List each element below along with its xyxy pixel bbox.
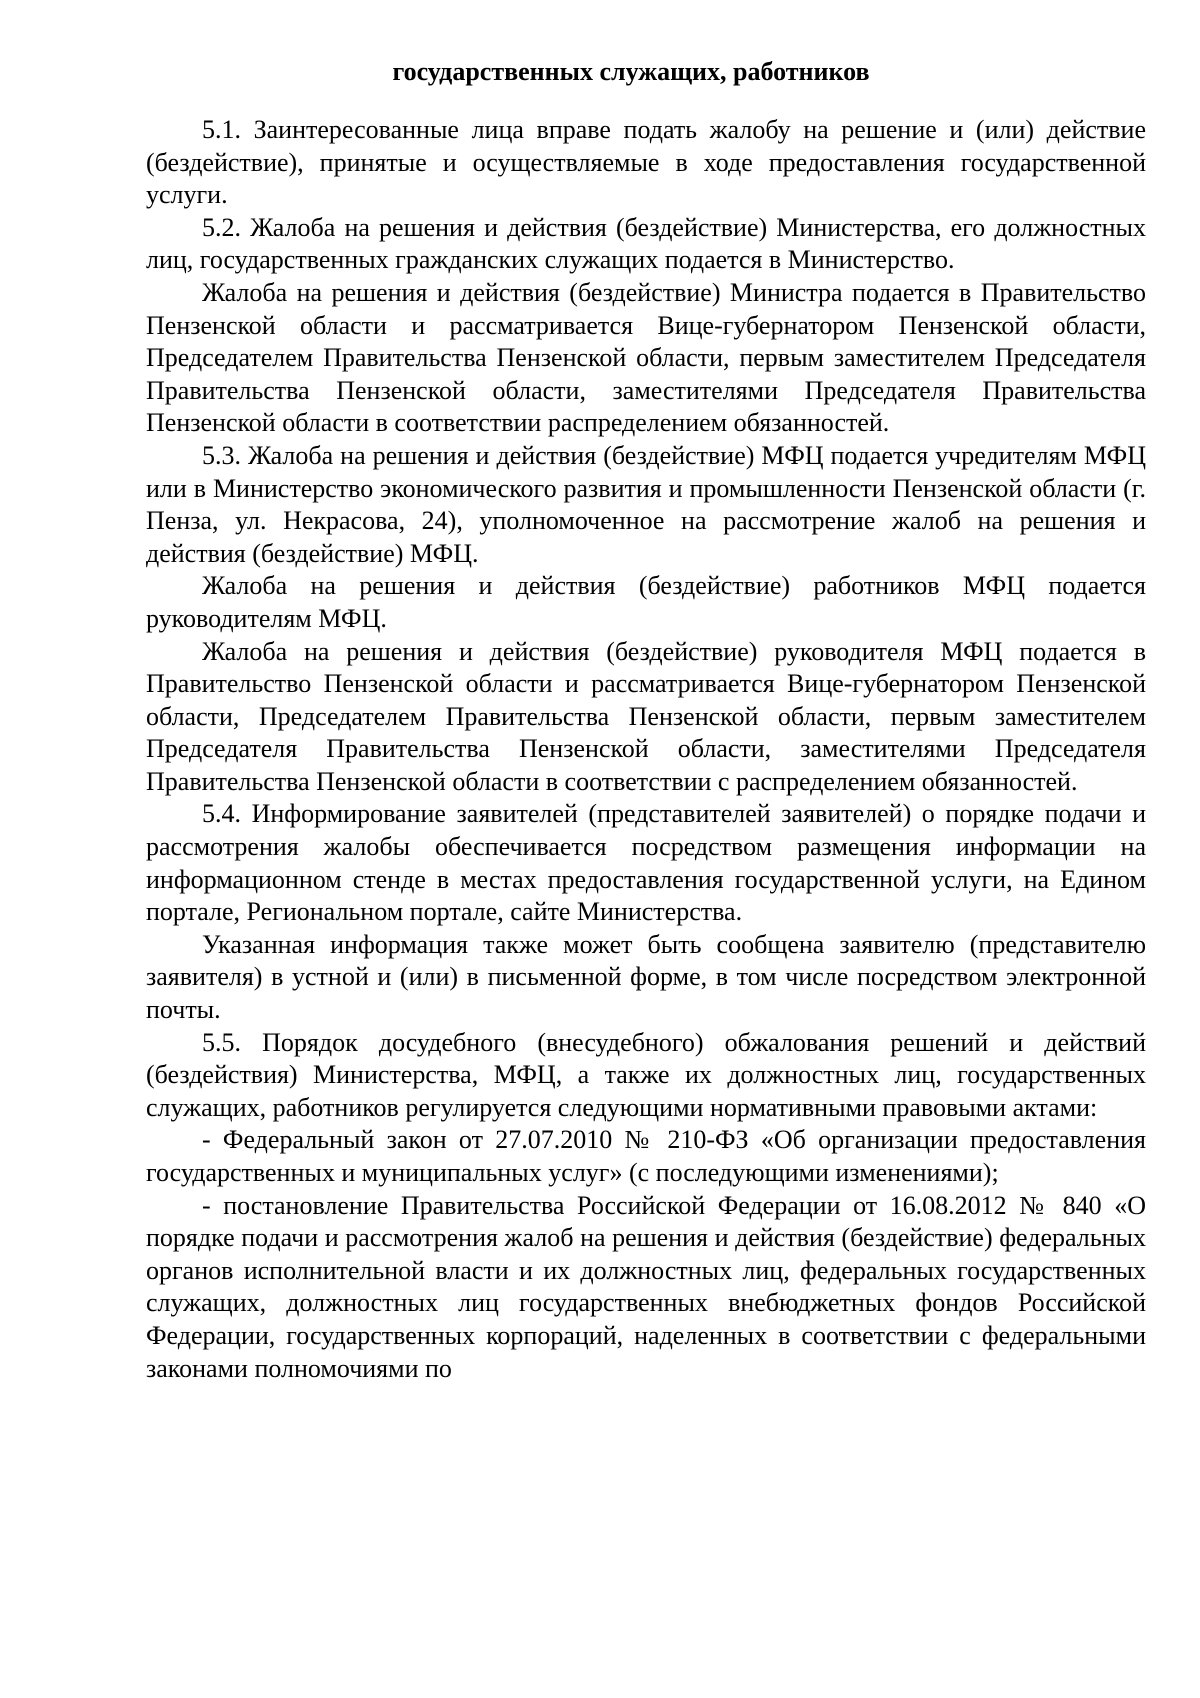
section-heading: государственных служащих, работников (392, 57, 870, 86)
paragraph-5-5: 5.5. Порядок досудебного (внесудебного) обжалования решений и действий (бездействия) Министерства, МФЦ, а также их должностных лиц, государственных служащих, работников регулируется следующими нормативными правовыми актами: (146, 1027, 1146, 1122)
list-item-federal-law: - Федеральный закон от 27.07.2010 № 210-ФЗ «Об организации предоставления государственных и муниципальных услуг» (с последующими изменениями); (146, 1125, 1146, 1187)
paragraph-minister-complaint: Жалоба на решения и действия (бездействие) Министра подается в Правительство Пензенской области и рассматривается Вице-губернатором Пензенской области, Председателем Правительства Пензенской области, первым заместителем Председателя Правительства Пензенской области, заместителями Председателя Правительства Пензенской области в соответствии распределением обязанностей. (146, 277, 1146, 438)
paragraph-information-channels: Указанная информация также может быть сообщена заявителю (представителю заявителя) в устной и (или) в письменной форме, в том числе посредством электронной почты. (146, 929, 1146, 1025)
paragraph-mfc-head-complaint: Жалоба на решения и действия (бездействие) руководителя МФЦ подается в Правительство Пензенской области и рассматривается Вице-губернатором Пензенской области, Председателем Правительства Пензенской области, первым заместителем Председателя Правительства Пензенской области, заместителями Председателя Правительства Пензенской области в соответствии с распределением обязанностей. (146, 636, 1146, 796)
document-page (146, 46, 1146, 1385)
paragraph-5-4: 5.4. Информирование заявителей (представителей заявителей) о порядке подачи и рассмотрения жалобы обеспечивается посредством размещения информации на информационном стенде в местах предоставления государственной услуги, на Едином портале, Региональном портале, сайте Министерства. (146, 799, 1146, 927)
paragraph-5-1: 5.1. Заинтересованные лица вправе подать жалобу на решение и (или) действие (бездействие), принятые и осуществляемые в ходе предоставления государственной услуги. (146, 115, 1146, 210)
paragraph-mfc-workers-complaint: Жалоба на решения и действия (бездействие) работников МФЦ подается руководителям МФЦ. (146, 571, 1146, 633)
paragraph-5-3: 5.3. Жалоба на решения и действия (бездействие) МФЦ подается учредителям МФЦ или в Министерство экономического развития и промышленности Пензенской области (г. Пенза, ул. Некрасова, 24), уполномоченное на рассмотрение жалоб на решения и действия (бездействие) МФЦ. (146, 440, 1146, 568)
paragraph-5-2: 5.2. Жалоба на решения и действия (бездействие) Министерства, его должностных лиц, государственных гражданских служащих подается в Министерство. (146, 212, 1146, 275)
list-item-government-decree: - постановление Правительства Российской Федерации от 16.08.2012 № 840 «О порядке подачи и рассмотрения жалоб на решения и действия (бездействие) федеральных органов исполнительной власти и их должностных лиц, федеральных государственных служащих, должностных лиц государственных внебюджетных фондов Российской Федерации, государственных корпораций, наделенных в соответствии с федеральными законами полномочиями по (146, 1190, 1146, 1383)
